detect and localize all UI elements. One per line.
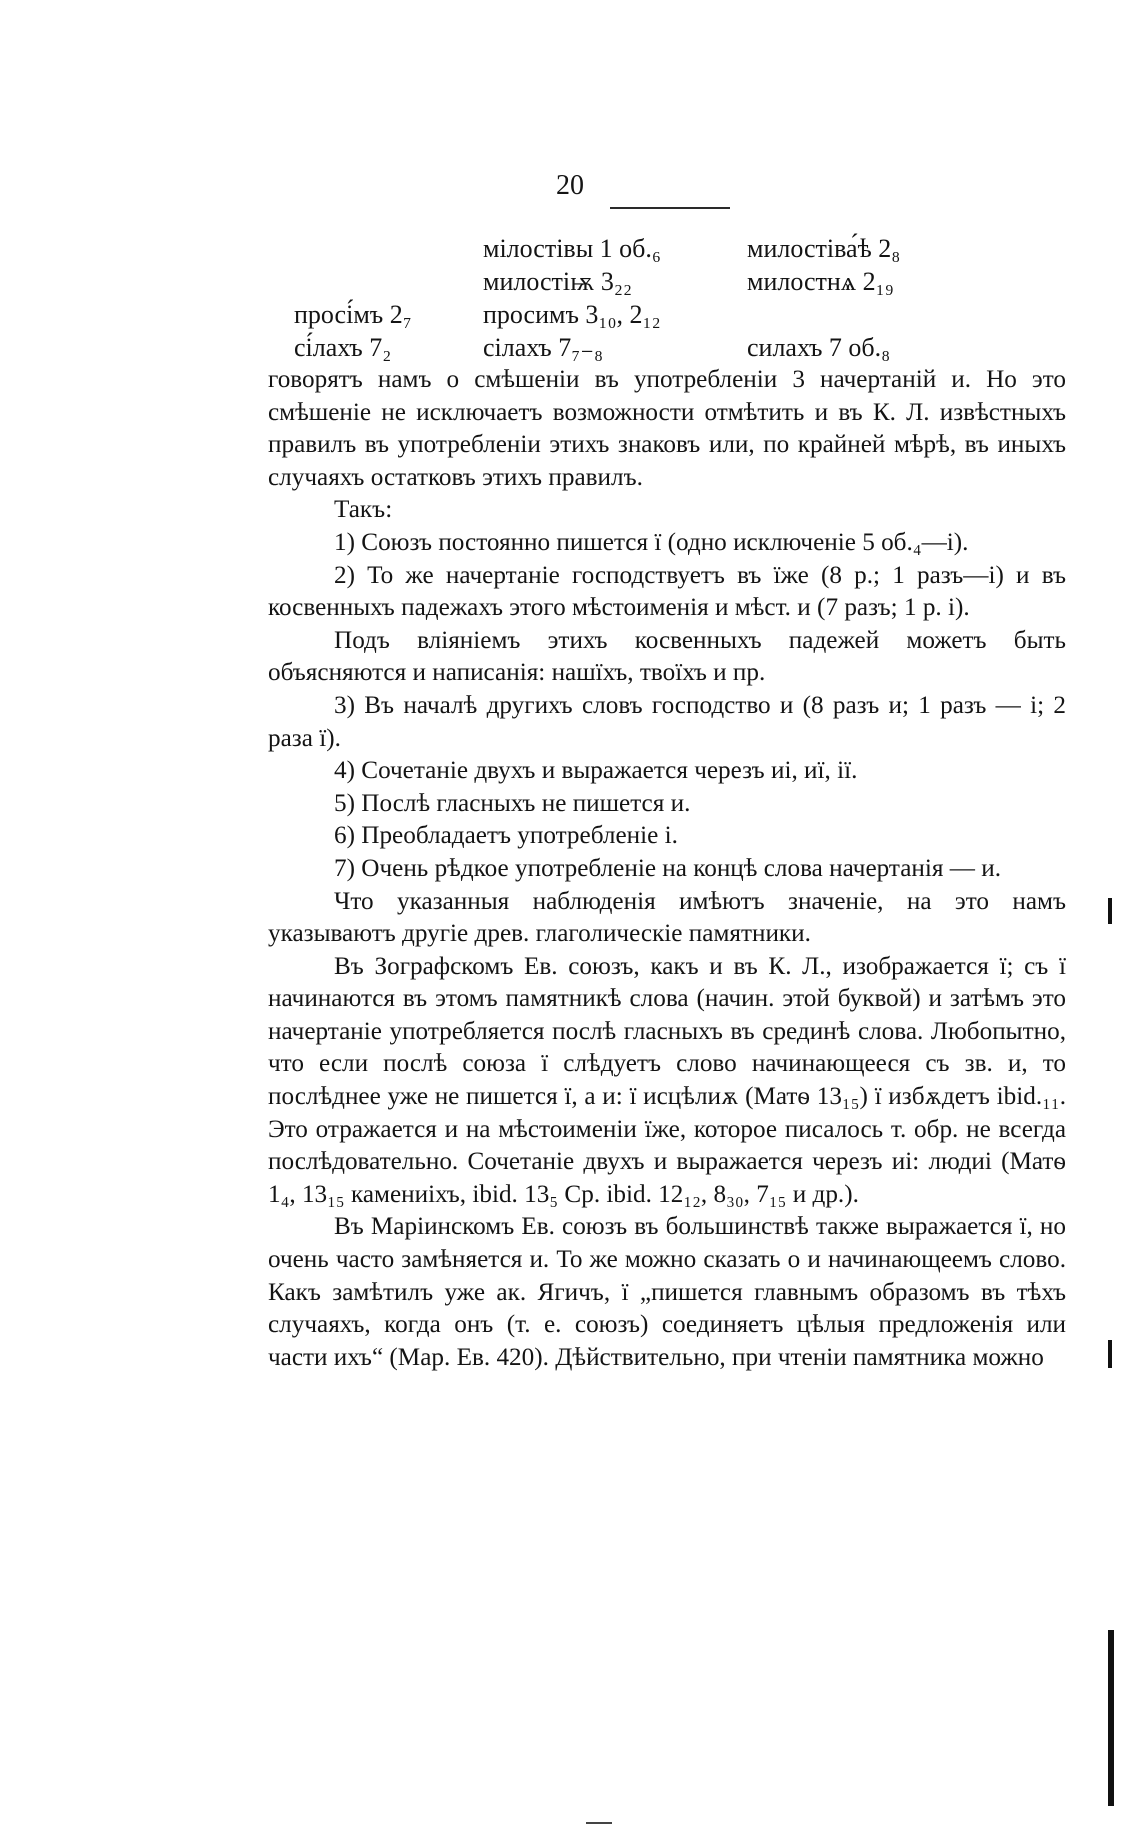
variant-cell: просі́мъ 2₇ — [294, 300, 412, 329]
variant-cell: милостіва́ѣ 2₈ — [747, 234, 901, 263]
paragraph: Подъ вліяніемъ этихъ косвенныхъ падежей можетъ быть объясняются и написанія: нашїхъ, твоїхъ и пр. — [268, 626, 1066, 687]
list-item: 4) Сочетаніе двухъ и выражается черезъ иі, иї, ії. — [334, 757, 858, 785]
scan-edge-mark — [1108, 1630, 1114, 1806]
page-number-rule — [610, 207, 730, 209]
variant-row — [0, 265, 1140, 298]
variant-cell: сі́лахъ 7₂ — [294, 333, 392, 362]
paragraph: Что указанныя наблюденія имѣютъ значеніе, на это намъ указываютъ другіе древ. глаголическіе памятники. — [268, 887, 1066, 948]
variant-row — [0, 298, 1140, 331]
list-item: 5) Послѣ гласныхъ не пишется и. — [334, 789, 691, 817]
paragraph: Въ Зографскомъ Ев. союзъ, какъ и въ К. Л., изображается ї; съ ї начинаются въ этомъ памятникѣ слова (начин. этой буквой) и затѣмъ это начертаніе употребляется послѣ гласныхъ въ срединѣ слова. Любопытно, что если послѣ союза ї слѣдуетъ слово начинающееся съ зв. и, то послѣднее уже не пишется ї, а и: ї исцѣлиѫ (Матѳ 13₁₅) ї избѫдетъ ibid.₁₁. Это отражается и на мѣстоименіи їже, которое писалось т. обр. не всегда послѣдовательно. Сочетаніе двухъ и выражается черезъ иі: людиі (Матѳ 1₄, 13₁₅ камениіхъ, ibid. 13₅ Ср. ibid. 12₁₂, 8₃₀, 7₁₅ и др.). — [268, 952, 1066, 1208]
variant-cell: сілахъ 7₇₋₈ — [483, 333, 604, 362]
page-number: 20 — [556, 170, 584, 201]
variant-cell: силахъ 7 об.₈ — [747, 333, 891, 362]
variant-cell: милостнѧ 2₁₉ — [747, 267, 894, 296]
list-item: 7) Очень рѣдкое употребленіе на концѣ слова начертанія — и. — [334, 854, 1001, 882]
list-item: 3) Въ началѣ другихъ словъ господство и (8 разъ и; 1 разъ — і; 2 раза ї). — [268, 691, 1066, 752]
scan-edge-mark — [1108, 898, 1112, 924]
body-text — [268, 364, 1066, 1374]
variant-row — [0, 331, 1140, 364]
variant-spellings-table — [0, 232, 1140, 364]
variant-cell: милостіѭ 3₂₂ — [483, 267, 633, 296]
variant-row — [0, 232, 1140, 265]
scan-edge-mark — [1108, 1340, 1112, 1368]
variant-cell: просимъ 3₁₀, 2₁₂ — [483, 300, 661, 329]
scan-bottom-mark — [586, 1822, 612, 1824]
list-item: 6) Преобладаетъ употребленіе і. — [334, 822, 678, 850]
paragraph: Такъ: — [334, 496, 393, 524]
paragraph: говорятъ намъ о смѣшеніи въ употребленіи 3 начертаній и. Но это смѣшеніе не исключаетъ возможности отмѣтить и въ К. Л. извѣстныхъ правилъ въ употребленіи этихъ знаковъ или, по крайней мѣрѣ, въ иныхъ случаяхъ остатковъ этихъ правилъ. — [268, 366, 1066, 491]
list-item: 1) Союзъ постоянно пишется ї (одно исключеніе 5 об.₄—і). — [334, 528, 969, 556]
variant-cell: мілостівы 1 об.₆ — [483, 234, 661, 263]
list-item: 2) То же начертаніе господствуетъ въ їже (8 р.; 1 разъ—і) и въ косвенныхъ падежахъ этого мѣстоименія и мѣст. и (7 разъ; 1 р. і). — [268, 561, 1066, 622]
paragraph: Въ Маріинскомъ Ев. союзъ въ большинствѣ также выражается ї, но очень часто замѣняется и. То же можно сказать о и начинающеемъ слово. Какъ замѣтилъ уже ак. Ягичъ, ї „пишется главнымъ образомъ въ тѣхъ случаяхъ, когда онъ (т. е. союзъ) соединяетъ цѣлыя предложенія или части ихъ“ (Мар. Ев. 420). Дѣйствительно, при чтеніи памятника можно — [268, 1213, 1066, 1371]
